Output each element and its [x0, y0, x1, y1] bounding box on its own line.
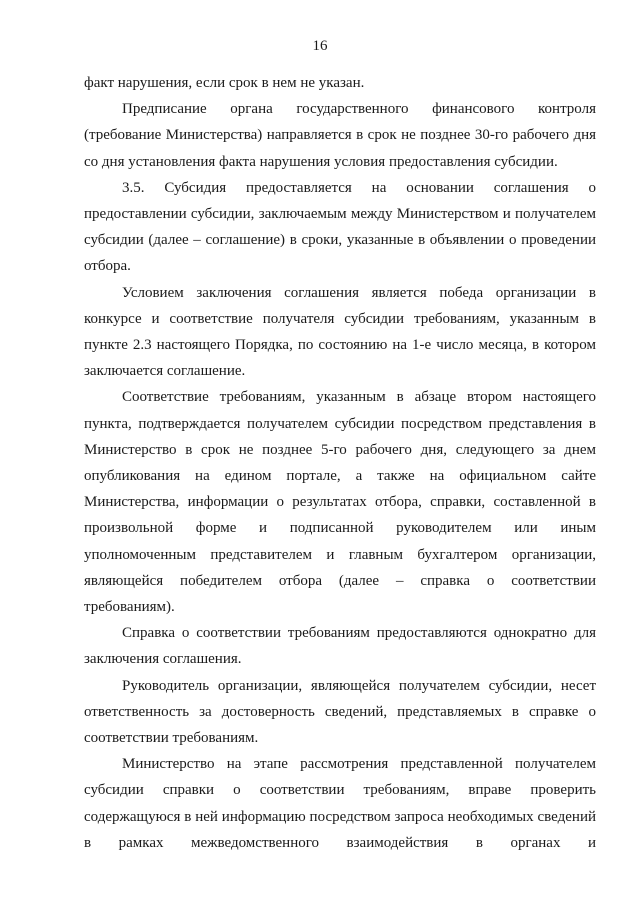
document-body [84, 70, 596, 856]
paragraph-agreement-condition: Условием заключения соглашения является победа организации в конкурсе и соответствие получателя субсидии требованиям, указанным в пункте 2.3 настоящего Порядка, по состоянию на 1-е число месяца, в котором заключается соглашение. [84, 284, 596, 380]
paragraph-head-responsibility: Руководитель организации, являющейся получателем субсидии, несет ответственность за достоверность сведений, представляемых в справке о соответствии требованиям. [84, 677, 596, 747]
paragraph-compliance-confirmation: Соответствие требованиям, указанным в абзаце втором настоящего пункта, подтверждается получателем субсидии посредством представления в Министерство в срок не позднее 5-го рабочего дня, следующего за днем опубликования на едином портале, а также на официальном сайте Министерства, информации о результатах отбора, справки, составленной в произвольной форме и подписанной руководителем или иным уполномоченным представителем и главным бухгалтером организации, являющейся победителем отбора (далее – справка о соответствии требованиям). [84, 389, 596, 616]
paragraph-ministry-verification: Министерство на этапе рассмотрения представленной получателем субсидии справки о соответствии требованиям, вправе проверить содержащуюся в ней информацию посредством запроса необходимых сведений в рамках межведомственного взаимодействия в органах и [84, 756, 596, 851]
paragraph-section-3-5: 3.5. Субсидия предоставляется на основании соглашения о предоставлении субсидии, заключаемым между Министерством и получателем субсидии (далее – соглашение) в сроки, указанные в объявлении о проведении отбора. [84, 179, 596, 275]
paragraph-certificate-once: Справка о соответствии требованиям предоставляются однократно для заключения соглашения. [84, 625, 596, 668]
paragraph-order-directive: Предписание органа государственного финансового контроля (требование Министерства) направляется в срок не позднее 30-го рабочего дня со дня установления факта нарушения условия предоставления субсидии. [84, 101, 596, 170]
page-number: 16 [312, 38, 328, 54]
paragraph-continuation: факт нарушения, если срок в нем не указан. [84, 75, 365, 91]
